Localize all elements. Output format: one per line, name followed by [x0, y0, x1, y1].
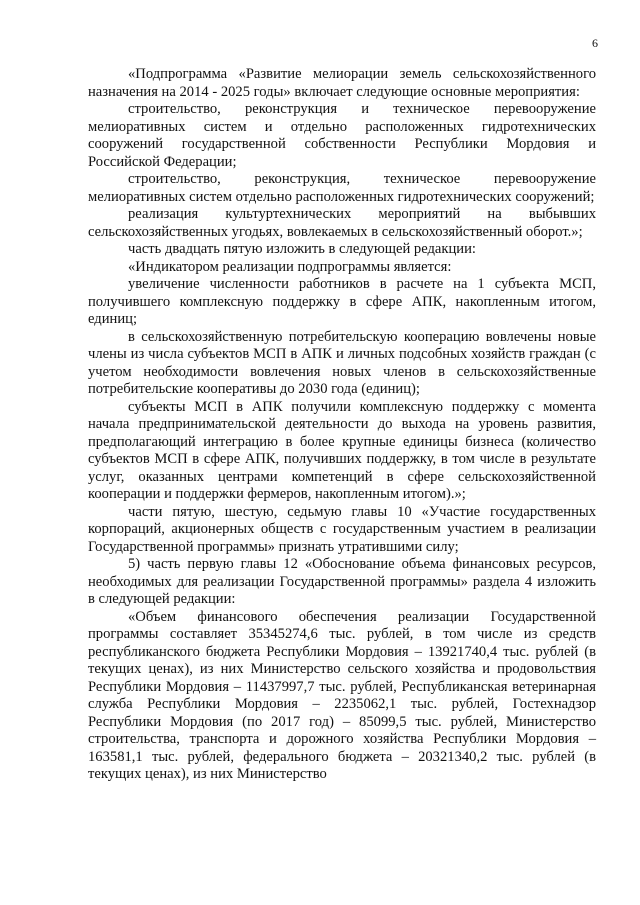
paragraph-chapter-10: части пятую, шестую, седьмую главы 10 «Участие государственных корпораций, акционерных обществ с государственным участием в реализации Государственной программы» признать утратившими силу;	[88, 503, 596, 555]
paragraph-construction: строительство, реконструкция, техническое перевооружение мелиоративных систем отдельно расположенных гидротехнических сооружений;	[88, 171, 596, 205]
paragraph-financing: «Объем финансового обеспечения реализации Государственной программы составляет 35345274,6 тыс. рублей, в том числе из средств республиканского бюджета Республики Мордовия – 13921740,4 тыс. рублей (в текущих ценах), из них Министерство сельского хозяйства и продовольствия Республики Мордовия – 11437997,7 тыс. рублей, Республиканская ветеринарная служба Республики Мордовия – 2235062,1 тыс. рублей, Гостехнадзор Республики Мордовия (по 2017 год) – 85099,5 тыс. рублей, Министерство строительства, транспорта и дорожного хозяйства Республики Мордовия – 163581,1 тыс. рублей, федерального бюджета – 20321340,2 тыс. рублей (в текущих ценах), из них Министерство	[88, 608, 596, 782]
paragraph-chapter-12: 5) часть первую главы 12 «Обоснование объема финансовых ресурсов, необходимых для реализации Государственной программы» раздела 4 изложить в следующей редакции:	[88, 556, 596, 607]
paragraph-indicator-workers: увеличение численности работников в расчете на 1 субъекта МСП, получившего комплексную поддержку в сфере АПК, накопленным итогом, единиц;	[88, 276, 596, 327]
page-number: 6	[592, 36, 598, 50]
paragraph-part-twenty-five: часть двадцать пятую изложить в следующей редакции:	[128, 241, 476, 257]
document-body	[88, 66, 596, 784]
paragraph-construction-state: строительство, реконструкция и техническое перевооружение мелиоративных систем и отдельно расположенных гидротехнических сооружений государственной собственности Республики Мордовия и Российской Федерации;	[88, 101, 596, 170]
paragraph-cultural-technical: реализация культуртехнических мероприятий на выбывших сельскохозяйственных угодьях, вовлекаемых в сельскохозяйственный оборот.»;	[88, 206, 596, 240]
paragraph-indicator-support: субъекты МСП в АПК получили комплексную поддержку с момента начала предпринимательской деятельности до выхода на уровень развития, предполагающий интеграцию в более крупные единицы бизнеса (количество субъектов МСП в сфере АПК, получивших поддержку, в том числе в результате услуг, оказанных центрами компетенций в сфере сельскохозяйственной кооперации и поддержки фермеров, накопленным итогом).»;	[88, 398, 596, 502]
paragraph-indicator-heading: «Индикатором реализации подпрограммы является:	[128, 258, 452, 275]
paragraph-subprogram-intro: «Подпрограмма «Развитие мелиорации земель сельскохозяйственного назначения на 2014 - 2025 годы» включает следующие основные мероприятия:	[88, 66, 596, 100]
paragraph-indicator-cooperation: в сельскохозяйственную потребительскую кооперацию вовлечены новые члены из числа субъектов МСП в АПК и личных подсобных хозяйств граждан (с учетом необходимости вовлечения новых членов в сельскохозяйственные потребительские кооперативы до 2030 года (единиц);	[88, 328, 596, 397]
